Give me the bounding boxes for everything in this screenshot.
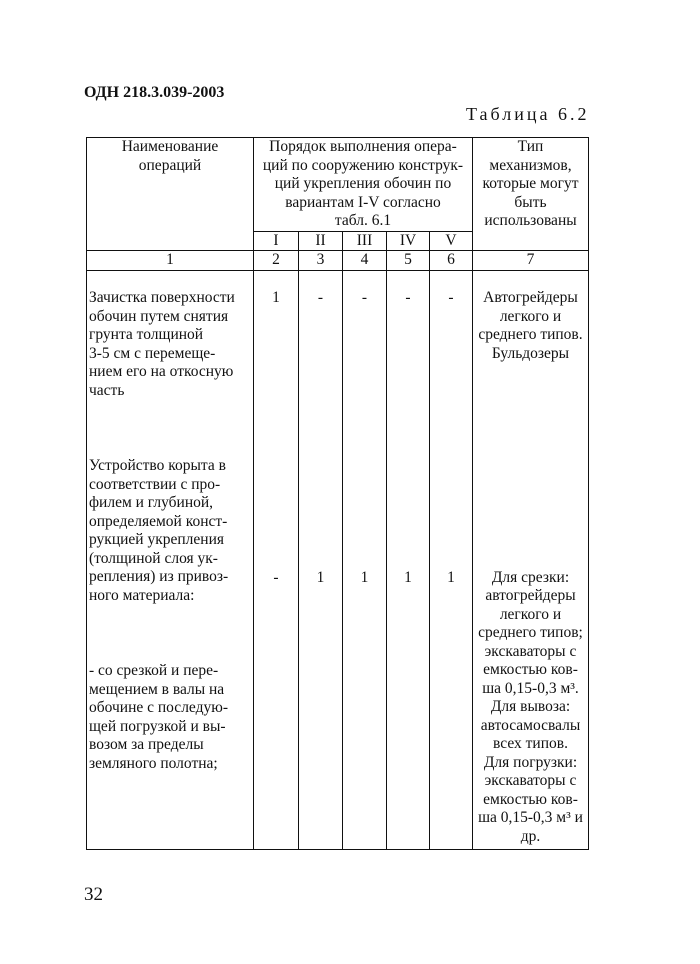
column-number: 6 [430, 251, 473, 271]
header-variant: III [343, 231, 387, 251]
header-variant: IV [387, 231, 430, 251]
header-operation-order: Порядок выполнения опера- ций по сооружению конструк- ций укрепления обочин по вариантам I-V согласно табл. 6.1 [254, 138, 473, 232]
column-number: 3 [299, 251, 343, 271]
cell-value: 1 [316, 568, 325, 586]
column-number: 1 [87, 251, 254, 271]
operation-text: - со срезкой и пере- мещением в валы на обочине с последую- щей погрузкой и вы- возом за пределы земляного полотна; [89, 662, 228, 772]
operation-text: Устройство корыта в соответствии с про- филем и глубиной, определяемой конст- рукцией укрепления (толщиной слоя ук- репления) из привоз- ного материала: [89, 457, 229, 604]
mechanisms-text: Автогрейдеры легкого и среднего типов. Бульдозеры [478, 289, 583, 362]
document-code: ОДН 218.3.039-2003 [84, 84, 225, 101]
cell-value: - [405, 289, 411, 306]
cell-value: 1 [360, 568, 369, 586]
cell-value: - [361, 289, 368, 306]
cell-value: 1 [272, 289, 280, 306]
cell-value: - [273, 568, 279, 586]
page-number: 32 [84, 884, 103, 905]
column-number: 5 [387, 251, 430, 271]
cell-value: 1 [404, 568, 412, 586]
mechanisms-text: Для срезки: автогрейдеры легкого и среднего типов; экскаваторы с емкостью ков- ша 0,15-0,3 м³. Для вывоза: автосамосвалы всех типов. Для погрузки: экскаваторы с емкостью ков- ша 0,15-0,3 м³ и др. [478, 568, 583, 845]
cell-value: - [448, 289, 454, 306]
column-number-row [87, 251, 589, 271]
column-number: 2 [254, 251, 299, 271]
header-variant: I [254, 231, 299, 251]
operations-table [86, 137, 589, 850]
table-caption: Таблица 6.2 [466, 104, 590, 124]
header-variant: V [430, 231, 473, 251]
table-row [87, 270, 589, 849]
header-variant: II [299, 231, 343, 251]
cell-value: - [317, 289, 324, 306]
operation-text: Зачистка поверхности обочин путем снятия грунта толщиной 3-5 см с перемеще- нием его на откосную часть [89, 289, 235, 399]
column-number: 7 [473, 251, 589, 271]
header-mechanism-type: Тип механизмов, которые могут быть использованы [473, 138, 589, 251]
header-operation-name: Наименование операций [87, 138, 254, 251]
column-number: 4 [343, 251, 387, 271]
cell-value: 1 [447, 568, 455, 586]
